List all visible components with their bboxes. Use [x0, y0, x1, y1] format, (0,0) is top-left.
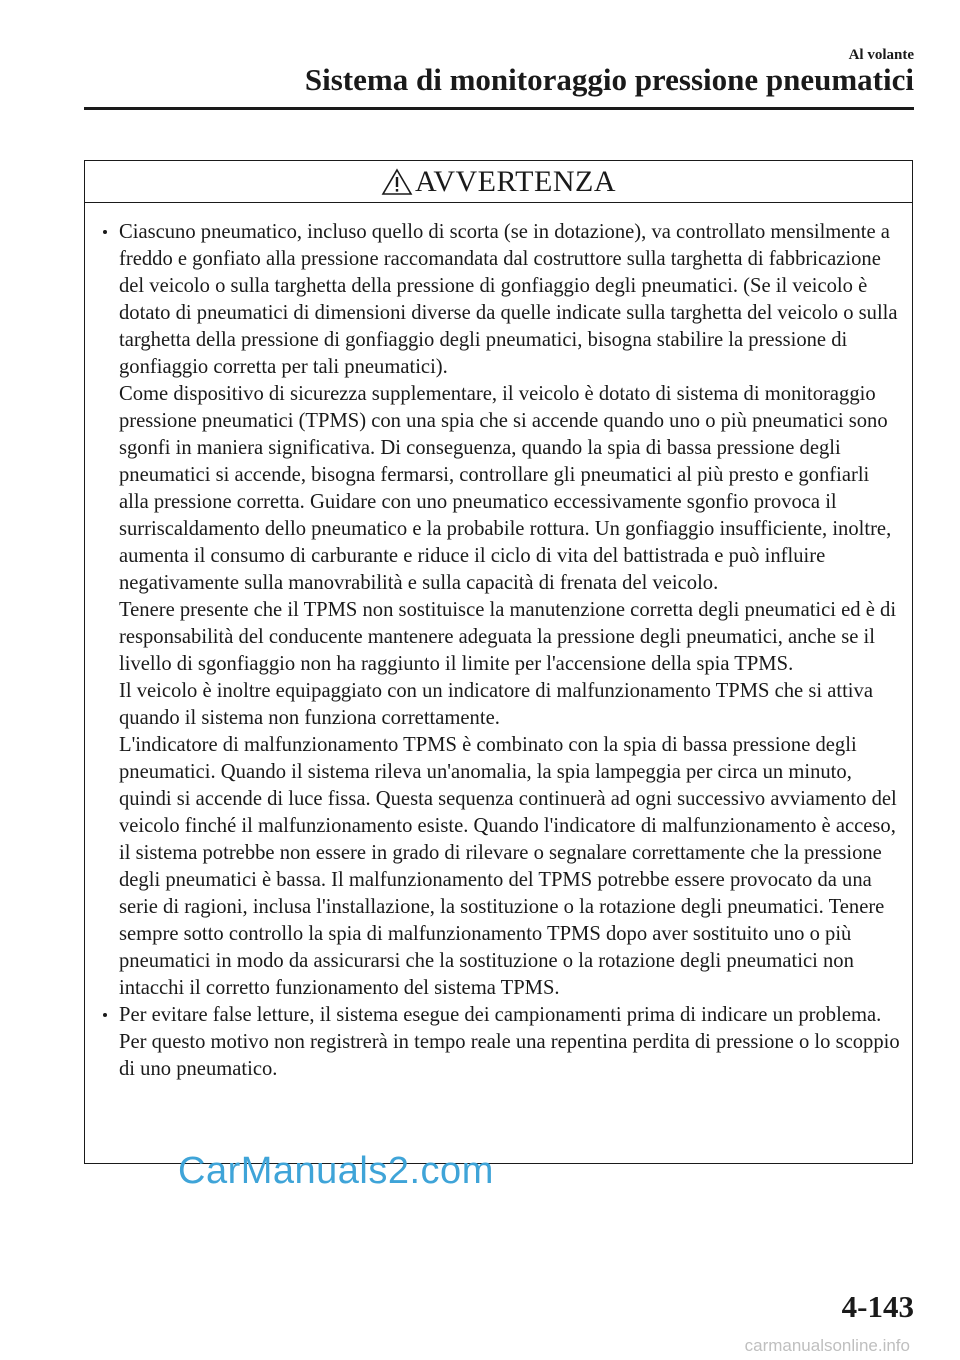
paragraph-malfunction-indicator: Il veicolo è inoltre equipaggiato con un indicatore di malfunzionamento TPMS che si attiva quando il sistema non funziona correttamente.: [119, 680, 873, 729]
footer-watermark: carmanualsonline.info: [744, 1336, 910, 1355]
bullet-dot: [103, 230, 107, 234]
header-rule: [84, 107, 914, 110]
page-number: 4-143: [841, 1289, 914, 1324]
section-label: Al volante: [848, 47, 914, 63]
warning-header: [85, 161, 912, 203]
page-title: Sistema di monitoraggio pressione pneumatici: [304, 62, 914, 97]
warning-triangle-icon: [381, 168, 413, 196]
paragraph-tpms-intro: Come dispositivo di sicurezza supplementare, il veicolo è dotato di sistema di monitoraggio pressione pneumatici (TPMS) con una spia che si accende quando uno o più pneumatici sono sgonfi in maniera significativa. Di conseguenza, quando la spia di bassa pressione degli pneumatici si accende, bisogna fermarsi, controllare gli pneumatici al più presto e gonfiarli alla pressione corretta. Guidare con uno pneumatico eccessivamente sgonfio provoca il surriscaldamento dello pneumatico e la probabile rottura. Un gonfiaggio insufficiente, inoltre, aumenta il consumo di carburante e riduce il ciclo di vita del battistrada e può influire negativamente sulla manovrabilità e sulla capacità di frenata del veicolo.: [119, 383, 892, 594]
paragraph-malfunction-details: L'indicatore di malfunzionamento TPMS è combinato con la spia di bassa pressione degli pneumatici. Quando il sistema rileva un'anomalia, la spia lampeggia per circa un minuto, quindi si accende di luce fissa. Questa sequenza continuerà ad ogni successivo avviamento del veicolo finché il malfunzionamento esiste. Quando l'indicatore di malfunzionamento è acceso, il sistema potrebbe non essere in grado di rilevare o segnalare correttamente che la pressione degli pneumatici è bassa. Il malfunzionamento del TPMS potrebbe essere provocato da una serie di ragioni, inclusa l'installazione, la sostituzione o la rotazione degli pneumatici. Tenere sempre sotto controllo la spia di malfunzionamento TPMS dopo aver sostituito uno o più pneumatici in modo da assicurarsi che la sostituzione o la rotazione degli pneumatici non intacchi il corretto funzionamento del sistema TPMS.: [119, 734, 897, 999]
bullet-item-2: [119, 1002, 904, 1083]
bullet-item-1: [119, 219, 904, 1002]
bullet-dot: [103, 1013, 107, 1017]
paragraph-maintenance: Tenere presente che il TPMS non sostituisce la manutenzione corretta degli pneumatici ed è di responsabilità del conducente mantenere adeguata la pressione degli pneumatici, anche se il livello di sgonfiaggio non ha raggiunto il limite per l'accensione della spia TPMS.: [119, 599, 897, 675]
paragraph-inflation: Ciascuno pneumatico, incluso quello di scorta (se in dotazione), va controllato mensilmente a freddo e gonfiato alla pressione raccomandata dal costruttore sulla targhetta di fabbricazione del veicolo o sulla targhetta della pressione di gonfiaggio degli pneumatici. (Se il veicolo è dotato di pneumatici di dimensioni diverse da quelle indicate sulla targhetta del veicolo o sulla targhetta della pressione di gonfiaggio degli pneumatici, bisogna stabilire la pressione di gonfiaggio corretta per tali pneumatici).: [119, 221, 898, 378]
paragraph-false-readings: Per evitare false letture, il sistema esegue dei campionamenti prima di indicare un problema. Per questo motivo non registrerà in tempo reale una repentina perdita di pressione o lo scoppio di uno pneumatico.: [119, 1004, 900, 1080]
warning-body: [85, 203, 912, 1083]
watermark: CarManuals2.com: [178, 1150, 494, 1192]
warning-box: [84, 160, 913, 1164]
warning-title: AVVERTENZA: [415, 164, 616, 198]
